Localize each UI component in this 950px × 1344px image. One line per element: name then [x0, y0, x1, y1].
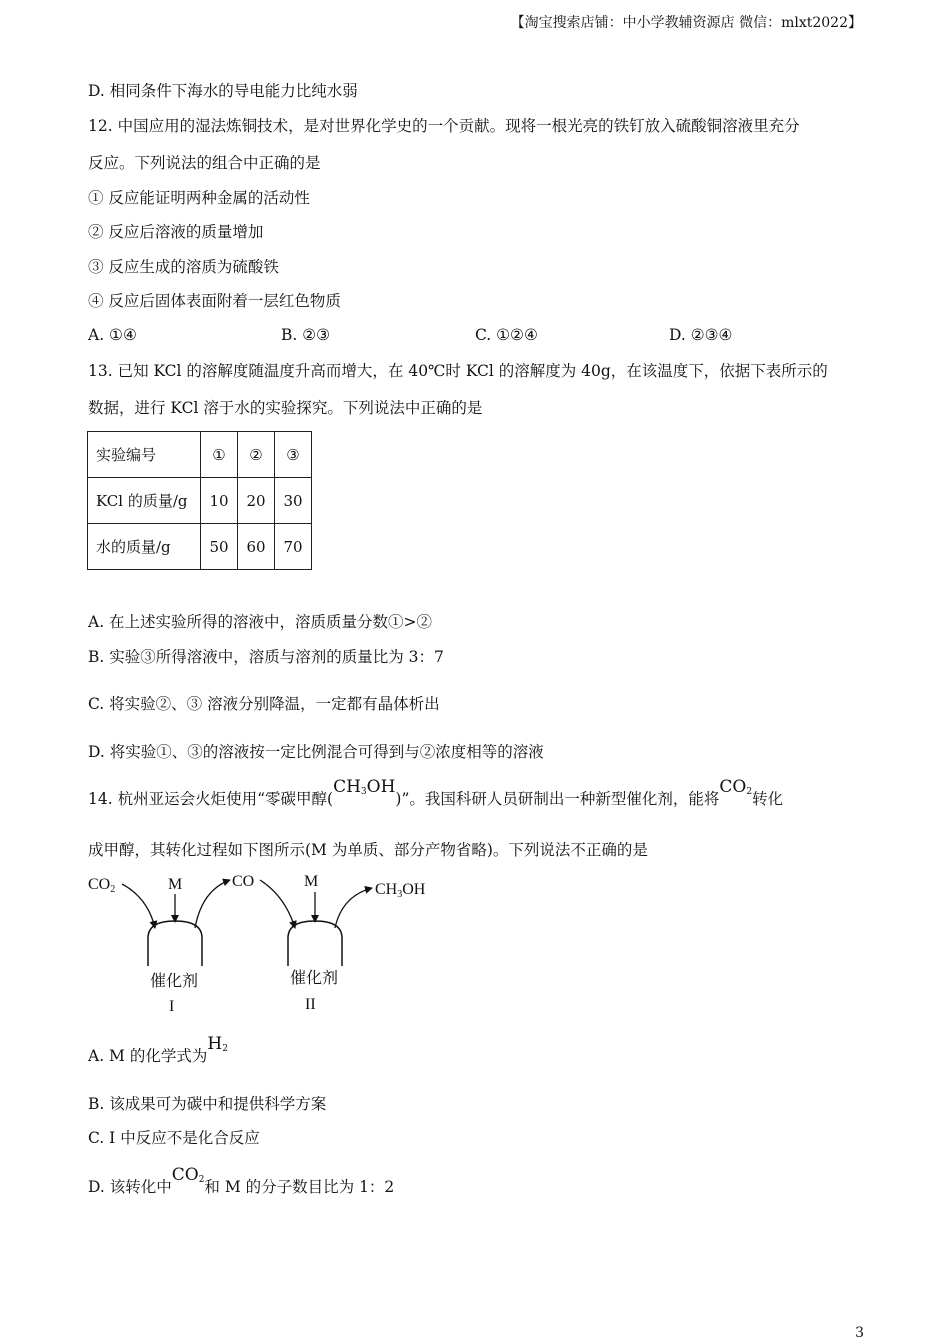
q14-stem-part3: 转化 [752, 790, 784, 808]
table-cell: KCl 的质量/g [88, 478, 201, 524]
table-header-cell: ② [238, 432, 275, 478]
arrow-co-in [260, 880, 295, 928]
table-cell: 60 [238, 524, 275, 570]
q12-statement-1: ① 反应能证明两种金属的活动性 [88, 189, 310, 207]
catalyst-2-shape [288, 921, 342, 966]
q13-option-d: D. 将实验①、③的溶液按一定比例混合可得到与②浓度相等的溶液 [88, 743, 544, 761]
diagram-ch3oh-label: CH3OH [375, 881, 426, 900]
q12-option-c: C. ①②④ [475, 326, 538, 344]
co2-formula-d: $CO_2$ [171, 1165, 205, 1185]
catalyst-2-label: 催化剂 [290, 970, 339, 987]
catalyst-1-number: I [169, 998, 175, 1015]
q12-statement-3: ③ 反应生成的溶质为硫酸铁 [88, 258, 279, 276]
table-header-cell: ③ [275, 432, 312, 478]
table-header-cell: 实验编号 [88, 432, 201, 478]
table-header-cell: ① [201, 432, 238, 478]
methanol-formula: $CH_3OH$ [333, 777, 396, 797]
q14-option-b: B. 该成果可为碳中和提供科学方案 [88, 1095, 327, 1113]
q12-option-b: B. ②③ [281, 326, 331, 344]
q13-data-table [87, 431, 312, 570]
q12-option-a: A. ①④ [88, 326, 137, 344]
table-cell: 30 [275, 478, 312, 524]
table-cell: 20 [238, 478, 275, 524]
q12-stem-line2: 反应。下列说法的组合中正确的是 [88, 154, 321, 172]
page-number: 3 [855, 1325, 864, 1341]
diagram-co2-label: CO2 [88, 876, 116, 895]
q14-stem-line2: 成甲醇，其转化过程如下图所示(M 为单质、部分产物省略)。下列说法不正确的是 [88, 841, 648, 859]
table-cell: 50 [201, 524, 238, 570]
q13-stem-line2: 数据，进行 KCl 溶于水的实验探究。下列说法中正确的是 [88, 399, 483, 417]
q14-stem-line1 [88, 777, 784, 814]
q12-stem-line1: 12. 中国应用的湿法炼铜技术，是对世界化学史的一个贡献。现将一根光亮的铁钉放入硫酸铜溶液里充分 [88, 117, 800, 135]
arrow-co2-in [122, 884, 155, 928]
table-cell: 10 [201, 478, 238, 524]
q13-option-b: B. 实验③所得溶液中，溶质与溶剂的质量比为 3：7 [88, 648, 444, 666]
q13-option-a: A. 在上述实验所得的溶液中，溶质质量分数①>② [88, 613, 433, 631]
arrow-co-out [195, 880, 230, 928]
q14-stem-part2: )”。我国科研人员研制出一种新型催化剂，能将 [395, 790, 720, 808]
table-cell: 70 [275, 524, 312, 570]
q12-statement-4: ④ 反应后固体表面附着一层红色物质 [88, 292, 341, 310]
q13-stem-line1: 13. 已知 KCl 的溶解度随温度升高而增大，在 40℃时 KCl 的溶解度为 40g，在该温度下，依据下表所示的 [88, 362, 828, 380]
q14-option-d: D. 该转化中$CO_2$和 M 的分子数目比为 1：2 [88, 1165, 395, 1196]
q13-option-c: C. 将实验②、③ 溶液分别降温，一定都有晶体析出 [88, 695, 440, 713]
catalyst-2-number: II [305, 996, 316, 1013]
diagram-m-label-1: M [168, 876, 183, 893]
catalyst-1-label: 催化剂 [150, 973, 199, 990]
q14-option-c: C. Ⅰ 中反应不是化合反应 [88, 1129, 260, 1147]
co2-formula: $CO_2$ [719, 777, 753, 797]
catalysis-diagram [80, 866, 460, 1026]
table-cell: 水的质量/g [88, 524, 201, 570]
h2-formula: $H_2$ [207, 1034, 228, 1054]
q11-option-d: D. 相同条件下海水的导电能力比纯水弱 [88, 82, 358, 100]
catalyst-1-shape [148, 921, 202, 966]
q12-statement-2: ② 反应后溶液的质量增加 [88, 223, 264, 241]
table-row [88, 432, 312, 478]
q14-stem-part1: 14. 杭州亚运会火炬使用“零碳甲醇( [88, 790, 334, 808]
diagram-m-label-2: M [304, 873, 319, 890]
q12-option-d: D. ②③④ [669, 326, 733, 344]
diagram-co-label: CO [232, 873, 255, 890]
table-row [88, 478, 312, 524]
q14-option-a: A. M 的化学式为$H_2$ [88, 1034, 228, 1065]
arrow-ch3oh-out [335, 888, 372, 928]
page-header: 【淘宝搜索店铺：中小学教辅资源店 微信：mlxt2022】 [510, 15, 862, 31]
table-row [88, 524, 312, 570]
